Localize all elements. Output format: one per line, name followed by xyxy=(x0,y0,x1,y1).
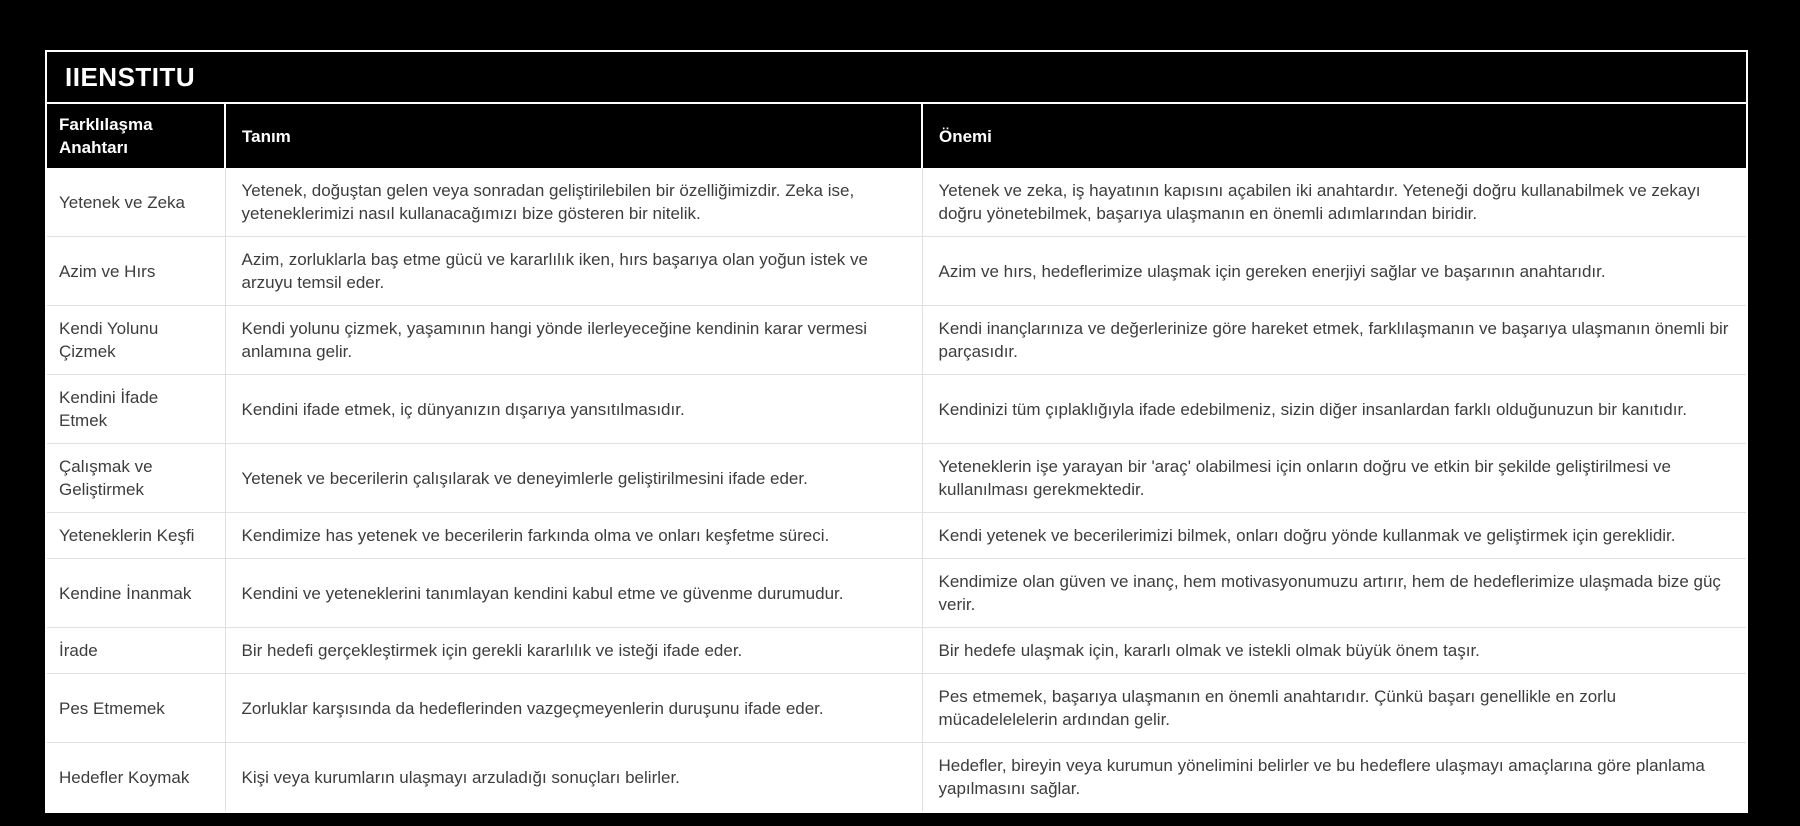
cell-definition: Yetenek ve becerilerin çalışılarak ve deneyimlerle geliştirilmesini ifade eder. xyxy=(225,444,922,513)
cell-definition: Bir hedefi gerçekleştirmek için gerekli kararlılık ve isteği ifade eder. xyxy=(225,628,922,674)
cell-differentiation-key: Çalışmak ve Geliştirmek xyxy=(47,444,225,513)
cell-importance: Pes etmemek, başarıya ulaşmanın en önemli anahtarıdır. Çünkü başarı genellikle en zorlu mücadelelelerin ardından gelir. xyxy=(922,674,1746,743)
cell-definition: Kendi yolunu çizmek, yaşamının hangi yönde ilerleyeceğine kendinin karar vermesi anlamına gelir. xyxy=(225,306,922,375)
table-row xyxy=(47,743,1746,812)
content-panel xyxy=(45,50,1748,813)
cell-differentiation-key: Kendi Yolunu Çizmek xyxy=(47,306,225,375)
cell-importance: Kendinizi tüm çıplaklığıyla ifade edebilmeniz, sizin diğer insanlardan farklı olduğunuzun bir kanıtıdır. xyxy=(922,375,1746,444)
cell-importance: Hedefler, bireyin veya kurumun yönelimini belirler ve bu hedeflere ulaşmayı amaçlarına göre planlama yapılmasını sağlar. xyxy=(922,743,1746,812)
differentiation-table xyxy=(47,104,1746,811)
cell-differentiation-key: Yetenek ve Zeka xyxy=(47,168,225,237)
cell-importance: Kendimize olan güven ve inanç, hem motivasyonumuzu artırır, hem de hedeflerimize ulaşmada bize güç verir. xyxy=(922,559,1746,628)
brand-title: IIENSTITU xyxy=(65,61,196,92)
cell-differentiation-key: Hedefler Koymak xyxy=(47,743,225,812)
table-row xyxy=(47,559,1746,628)
cell-importance: Kendi yetenek ve becerilerimizi bilmek, onları doğru yönde kullanmak ve geliştirmek için gereklidir. xyxy=(922,513,1746,559)
cell-definition: Yetenek, doğuştan gelen veya sonradan geliştirilebilen bir özelliğimizdir. Zeka ise, yeteneklerimizi nasıl kullanacağımızı bize gösteren bir nitelik. xyxy=(225,168,922,237)
table-body xyxy=(47,168,1746,811)
cell-definition: Azim, zorluklarla baş etme gücü ve kararlılık iken, hırs başarıya olan yoğun istek ve arzuyu temsil eder. xyxy=(225,237,922,306)
table-row xyxy=(47,237,1746,306)
cell-differentiation-key: Azim ve Hırs xyxy=(47,237,225,306)
cell-differentiation-key: Kendini İfade Etmek xyxy=(47,375,225,444)
cell-importance: Yetenek ve zeka, iş hayatının kapısını açabilen iki anahtardır. Yeteneği doğru kullanabilmek ve zekayı doğru yönetebilmek, başarıya ulaşmanın en önemli adımlarından biridir. xyxy=(922,168,1746,237)
table-row xyxy=(47,674,1746,743)
table-row xyxy=(47,306,1746,375)
cell-definition: Zorluklar karşısında da hedeflerinden vazgeçmeyenlerin duruşunu ifade eder. xyxy=(225,674,922,743)
cell-importance: Azim ve hırs, hedeflerimize ulaşmak için gereken enerjiyi sağlar ve başarının anahtarıdır. xyxy=(922,237,1746,306)
table-row xyxy=(47,168,1746,237)
cell-differentiation-key: Pes Etmemek xyxy=(47,674,225,743)
cell-definition: Kişi veya kurumların ulaşmayı arzuladığı sonuçları belirler. xyxy=(225,743,922,812)
cell-importance: Kendi inançlarınıza ve değerlerinize göre hareket etmek, farklılaşmanın ve başarıya ulaşmanın önemli bir parçasıdır. xyxy=(922,306,1746,375)
column-header-definition: Tanım xyxy=(225,104,922,168)
table-header-row xyxy=(47,104,1746,168)
cell-importance: Yeteneklerin işe yarayan bir 'araç' olabilmesi için onların doğru ve etkin bir şekilde geliştirilmesi ve kullanılması gerekmektedir. xyxy=(922,444,1746,513)
cell-differentiation-key: İrade xyxy=(47,628,225,674)
cell-definition: Kendini ifade etmek, iç dünyanızın dışarıya yansıtılmasıdır. xyxy=(225,375,922,444)
brand-bar xyxy=(47,52,1746,104)
cell-differentiation-key: Kendine İnanmak xyxy=(47,559,225,628)
column-header-importance: Önemi xyxy=(922,104,1746,168)
table-row xyxy=(47,375,1746,444)
cell-definition: Kendimize has yetenek ve becerilerin farkında olma ve onları keşfetme süreci. xyxy=(225,513,922,559)
cell-differentiation-key: Yeteneklerin Keşfi xyxy=(47,513,225,559)
table-row xyxy=(47,444,1746,513)
table-row xyxy=(47,628,1746,674)
cell-definition: Kendini ve yeteneklerini tanımlayan kendini kabul etme ve güvenme durumudur. xyxy=(225,559,922,628)
column-header-differentiation-key: Farklılaşma Anahtarı xyxy=(47,104,225,168)
table-row xyxy=(47,513,1746,559)
cell-importance: Bir hedefe ulaşmak için, kararlı olmak ve istekli olmak büyük önem taşır. xyxy=(922,628,1746,674)
